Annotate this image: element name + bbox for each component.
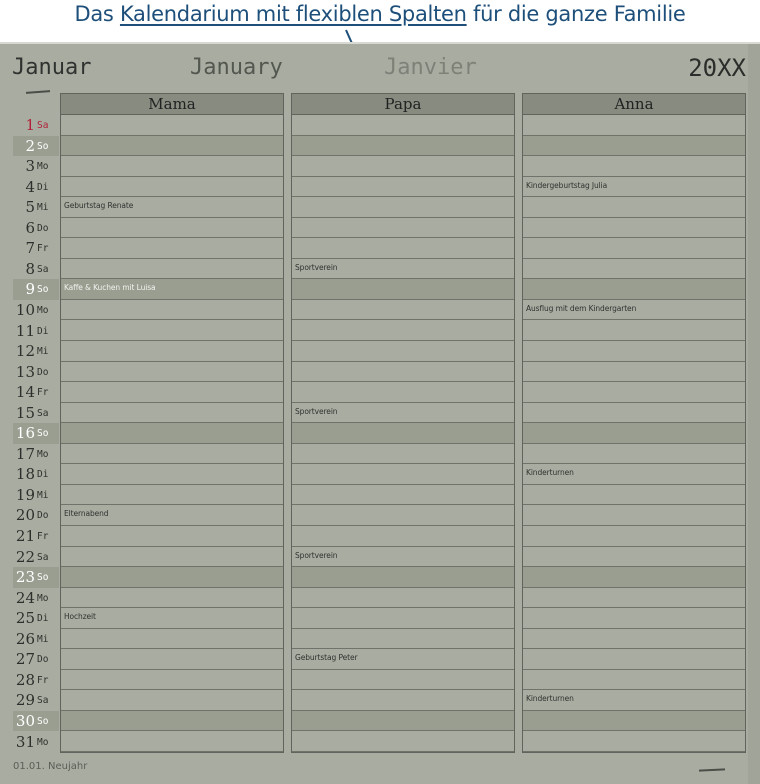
column-papa	[291, 115, 515, 753]
day-cell[interactable]	[292, 505, 514, 526]
calendar-entry: Ausflug mit dem Kindergarten	[526, 303, 637, 313]
day-cell[interactable]	[61, 608, 283, 629]
day-cell[interactable]	[292, 485, 514, 506]
calendar-sheet	[0, 42, 760, 784]
day-cell[interactable]	[292, 115, 514, 136]
calendar-entry: Sportverein	[295, 550, 338, 560]
day-number: 14	[15, 383, 35, 402]
weekday: So	[37, 428, 49, 440]
day-cell[interactable]	[523, 588, 745, 609]
day-cell[interactable]	[292, 238, 514, 259]
weekday: So	[37, 284, 49, 296]
day-cell[interactable]	[523, 567, 745, 588]
day-label	[13, 382, 59, 403]
day-cell[interactable]	[523, 505, 745, 526]
weekday: Fr	[37, 243, 49, 255]
day-cell[interactable]	[523, 300, 745, 321]
day-cell[interactable]	[523, 279, 745, 300]
sheet-edge	[748, 44, 760, 784]
calendar-entry: Kinderturnen	[526, 694, 574, 704]
day-label	[13, 218, 59, 239]
day-cell[interactable]	[61, 629, 283, 650]
calendar-entry: Elternabend	[64, 509, 109, 519]
calendar-entry: Hochzeit	[64, 612, 96, 622]
day-cell[interactable]	[523, 711, 745, 732]
headline	[0, 0, 760, 30]
day-number: 22	[15, 547, 35, 566]
day-cell[interactable]	[61, 238, 283, 259]
day-label	[13, 403, 59, 424]
day-cell[interactable]	[292, 670, 514, 691]
day-cell[interactable]	[523, 259, 745, 280]
weekday: Sa	[37, 407, 49, 419]
day-cell[interactable]	[292, 218, 514, 239]
day-number: 12	[15, 342, 35, 361]
day-cell[interactable]	[61, 670, 283, 691]
day-label	[13, 423, 59, 444]
day-cell[interactable]	[523, 362, 745, 383]
day-label	[13, 136, 59, 157]
day-label	[13, 670, 59, 691]
day-cell[interactable]	[61, 362, 283, 383]
day-label	[13, 444, 59, 465]
day-cell[interactable]	[523, 608, 745, 629]
weekday: Mo	[37, 304, 49, 316]
day-cell[interactable]	[61, 156, 283, 177]
day-number: 26	[15, 629, 35, 648]
day-label	[13, 505, 59, 526]
weekday: Sa	[37, 263, 49, 275]
day-cell[interactable]	[61, 423, 283, 444]
day-cell[interactable]	[523, 177, 745, 198]
day-cell[interactable]	[523, 547, 745, 568]
day-cell[interactable]	[61, 547, 283, 568]
calendar-entry: Sportverein	[295, 262, 338, 272]
day-label	[13, 608, 59, 629]
day-number: 2	[25, 136, 35, 155]
day-cell[interactable]	[292, 526, 514, 547]
day-number: 16	[15, 424, 35, 443]
day-cell[interactable]	[292, 403, 514, 424]
day-label	[13, 567, 59, 588]
day-number: 17	[15, 444, 35, 463]
day-cell[interactable]	[61, 403, 283, 424]
day-number: 25	[15, 609, 35, 628]
day-cell[interactable]	[61, 115, 283, 136]
day-cell[interactable]	[61, 218, 283, 239]
day-label	[13, 485, 59, 506]
day-cell[interactable]	[61, 177, 283, 198]
day-cell[interactable]	[292, 382, 514, 403]
day-label	[13, 259, 59, 280]
day-cell[interactable]	[61, 341, 283, 362]
day-label	[13, 690, 59, 711]
day-number: 1	[25, 116, 35, 134]
day-cell[interactable]	[61, 464, 283, 485]
day-cell[interactable]	[523, 485, 745, 506]
day-label	[13, 526, 59, 547]
day-number: 9	[25, 280, 35, 299]
calendar-entry: Kinderturnen	[526, 468, 574, 478]
day-cell[interactable]	[523, 197, 745, 218]
column-header-papa: Papa	[291, 93, 515, 115]
day-cell[interactable]	[523, 629, 745, 650]
day-cell[interactable]	[61, 197, 283, 218]
day-cell[interactable]	[523, 526, 745, 547]
day-number: 21	[15, 527, 35, 545]
day-cell[interactable]	[61, 567, 283, 588]
weekday: Fr	[37, 674, 49, 686]
day-number: 24	[15, 588, 35, 607]
month-german: Januar	[12, 55, 92, 80]
headline-underlined: Kalendarium mit flexiblen Spalten	[119, 2, 467, 26]
day-cell[interactable]	[292, 649, 514, 670]
day-number: 28	[15, 670, 35, 689]
weekday: Mi	[37, 633, 49, 645]
day-cell[interactable]	[61, 505, 283, 526]
day-cell[interactable]	[61, 526, 283, 547]
weekday: So	[37, 715, 49, 727]
weekday: Di	[37, 181, 49, 193]
day-label	[13, 588, 59, 609]
month-english: January	[190, 55, 283, 80]
day-number: 11	[15, 321, 35, 340]
day-label	[13, 341, 59, 362]
weekday: Mi	[37, 202, 49, 214]
day-cell[interactable]	[61, 649, 283, 670]
day-number: 5	[25, 198, 35, 217]
day-cell[interactable]	[523, 444, 745, 465]
day-cell[interactable]	[292, 732, 514, 753]
pen-mark	[26, 90, 50, 94]
day-cell[interactable]	[61, 444, 283, 465]
day-cell[interactable]	[61, 588, 283, 609]
day-cell[interactable]	[292, 197, 514, 218]
weekday: Do	[37, 366, 49, 378]
weekday: Do	[37, 222, 49, 234]
day-cell[interactable]	[292, 588, 514, 609]
day-cell[interactable]	[292, 547, 514, 568]
day-cell[interactable]	[523, 423, 745, 444]
weekday: Di	[37, 325, 49, 337]
day-cell[interactable]	[523, 218, 745, 239]
day-cell[interactable]	[292, 279, 514, 300]
day-number: 19	[15, 485, 35, 504]
day-label	[13, 629, 59, 650]
day-cell[interactable]	[523, 156, 745, 177]
calendar-entry: Sportverein	[295, 406, 338, 416]
month-french: Janvier	[384, 55, 477, 80]
day-cell[interactable]	[292, 567, 514, 588]
day-cell[interactable]	[61, 382, 283, 403]
day-cell[interactable]	[61, 136, 283, 157]
day-number: 27	[15, 650, 35, 669]
day-cell[interactable]	[61, 711, 283, 732]
day-label	[13, 300, 59, 321]
day-cell[interactable]	[523, 690, 745, 711]
headline-prefix: Das	[74, 2, 120, 26]
day-cell[interactable]	[61, 279, 283, 300]
calendar-entry: Kaffe & Kuchen mit Luisa	[64, 283, 156, 293]
day-number: 18	[15, 465, 35, 484]
day-number: 3	[25, 157, 35, 176]
day-cell[interactable]	[61, 259, 283, 280]
day-label	[13, 649, 59, 670]
column-header-anna: Anna	[522, 93, 746, 115]
weekday: Mo	[37, 448, 49, 460]
day-number: 13	[15, 362, 35, 381]
day-number: 15	[15, 403, 35, 422]
day-cell[interactable]	[523, 464, 745, 485]
day-cell[interactable]	[292, 136, 514, 157]
weekday: Di	[37, 469, 49, 481]
day-cell[interactable]	[61, 690, 283, 711]
day-cell[interactable]	[61, 321, 283, 342]
column-header-mama: Mama	[60, 93, 284, 115]
day-cell[interactable]	[523, 382, 745, 403]
weekday: So	[37, 140, 49, 152]
day-cell[interactable]	[523, 238, 745, 259]
column-anna	[522, 115, 746, 753]
day-number: 30	[15, 711, 35, 730]
weekday: Mo	[37, 736, 49, 748]
day-label	[13, 177, 59, 198]
day-cell[interactable]	[523, 732, 745, 753]
day-number: 8	[25, 259, 35, 278]
weekday: Fr	[37, 387, 49, 399]
day-cell[interactable]	[292, 608, 514, 629]
day-label	[13, 115, 59, 136]
day-label	[13, 547, 59, 568]
calendar-entry: Kindergeburtstag Julia	[526, 180, 608, 190]
day-number: 4	[25, 177, 35, 196]
weekday: Sa	[37, 120, 49, 131]
day-cell[interactable]	[292, 341, 514, 362]
day-label	[13, 464, 59, 485]
weekday: Sa	[37, 695, 49, 707]
day-label	[13, 732, 59, 753]
day-cell[interactable]	[292, 444, 514, 465]
day-cell[interactable]	[292, 177, 514, 198]
weekday: Mi	[37, 346, 49, 358]
day-cell[interactable]	[523, 649, 745, 670]
day-cell[interactable]	[523, 341, 745, 362]
day-cell[interactable]	[292, 711, 514, 732]
day-cell[interactable]	[292, 629, 514, 650]
day-label	[13, 279, 59, 300]
day-number: 31	[15, 732, 35, 751]
calendar-entry: Geburtstag Renate	[64, 201, 134, 211]
weekday: Sa	[37, 551, 49, 563]
day-cell[interactable]	[292, 259, 514, 280]
weekday: So	[37, 572, 49, 584]
day-number: 6	[25, 218, 35, 237]
day-label	[13, 156, 59, 177]
day-number: 20	[15, 506, 35, 525]
day-label	[13, 362, 59, 383]
day-cell[interactable]	[523, 403, 745, 424]
day-cell[interactable]	[292, 362, 514, 383]
day-number: 10	[15, 300, 35, 319]
weekday: Di	[37, 613, 49, 625]
day-cell[interactable]	[523, 321, 745, 342]
weekday: Mo	[37, 161, 49, 173]
day-cell[interactable]	[523, 136, 745, 157]
weekday: Do	[37, 510, 49, 522]
day-number: 29	[15, 691, 35, 710]
day-cell[interactable]	[61, 300, 283, 321]
day-cell[interactable]	[292, 156, 514, 177]
day-cell[interactable]	[523, 115, 745, 136]
day-number: 7	[25, 239, 35, 258]
day-label	[13, 321, 59, 342]
column-mama	[60, 115, 284, 753]
day-cell[interactable]	[292, 300, 514, 321]
weekday: Mi	[37, 489, 49, 501]
day-number: 23	[15, 568, 35, 587]
day-cell[interactable]	[523, 670, 745, 691]
day-label	[13, 197, 59, 218]
day-label	[13, 711, 59, 732]
day-cell[interactable]	[61, 732, 283, 753]
weekday: Mo	[37, 592, 49, 604]
headline-suffix: für die ganze Familie	[466, 2, 686, 26]
weekday: Fr	[37, 531, 49, 542]
weekday: Do	[37, 654, 49, 666]
calendar-entry: Geburtstag Peter	[295, 653, 358, 663]
day-cell[interactable]	[292, 690, 514, 711]
holiday-note: 01.01. Neujahr	[13, 761, 88, 772]
day-cell[interactable]	[61, 485, 283, 506]
day-cell[interactable]	[292, 423, 514, 444]
day-cell[interactable]	[292, 321, 514, 342]
day-label	[13, 238, 59, 259]
year: 20XX	[688, 54, 746, 82]
pen-mark	[699, 768, 725, 771]
day-cell[interactable]	[292, 464, 514, 485]
